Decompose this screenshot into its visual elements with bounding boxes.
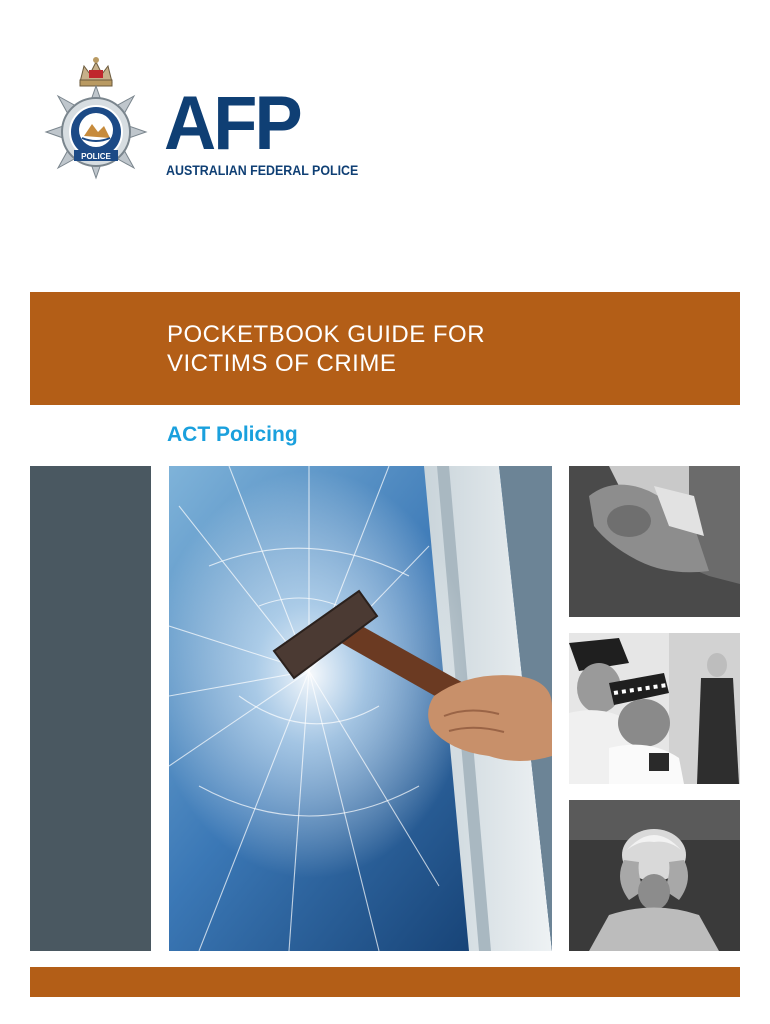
badge-police-text: POLICE bbox=[81, 152, 111, 161]
side-panel bbox=[30, 466, 151, 951]
footer-bar bbox=[30, 967, 740, 997]
document-title-line-1: POCKETBOOK GUIDE FOR bbox=[167, 321, 486, 348]
crown-icon bbox=[80, 57, 112, 86]
document-title-line-2: VICTIMS OF CRIME bbox=[167, 350, 397, 377]
title-band bbox=[30, 292, 740, 405]
organisation-name: AUSTRALIAN FEDERAL POLICE bbox=[166, 163, 359, 178]
document-subtitle: ACT Policing bbox=[167, 423, 298, 446]
hammer-breaking-window-photo bbox=[169, 466, 552, 951]
afp-badge-logo bbox=[40, 52, 152, 182]
afp-logo-mark: AFP bbox=[164, 81, 300, 166]
police-officers-with-woman-photo bbox=[569, 633, 740, 784]
distressed-person-photo bbox=[569, 800, 740, 951]
bruised-arm-photo bbox=[569, 466, 740, 617]
